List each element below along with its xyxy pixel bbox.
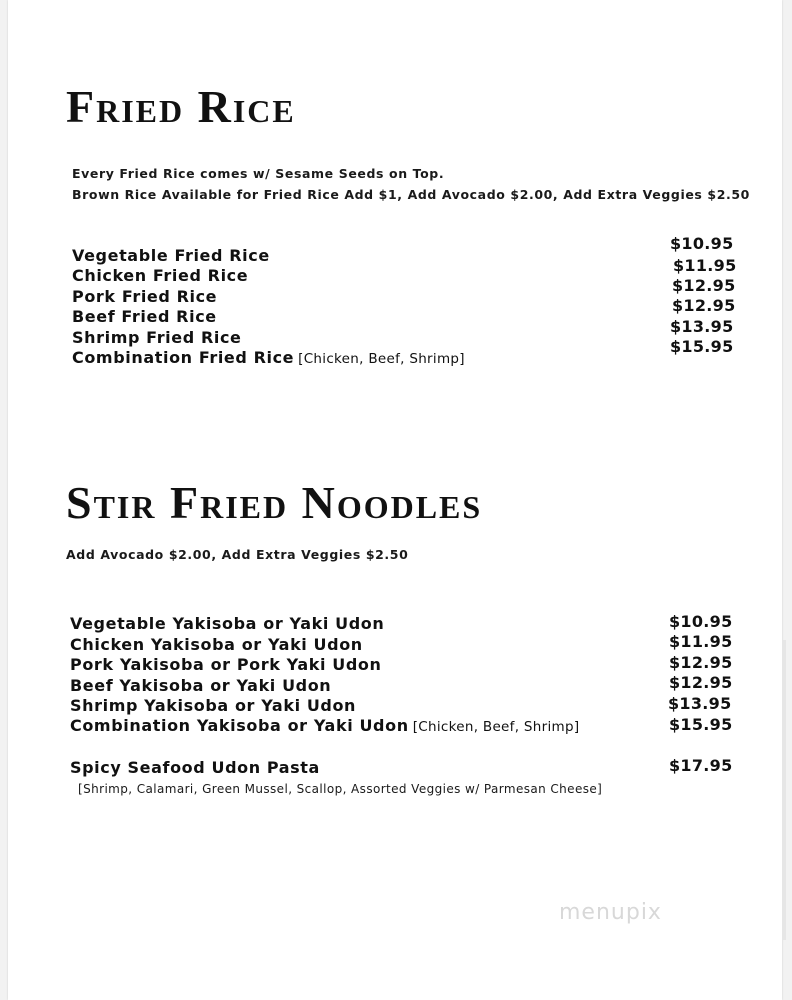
- item-name-text: Combination Fried Rice: [72, 348, 295, 367]
- item-name: Beef Fried Rice: [72, 307, 217, 326]
- menu-item: [8, 716, 782, 736]
- item-price: $11.95: [673, 256, 737, 275]
- fried-rice-note: Every Fried Rice comes w/ Sesame Seeds on Top.: [72, 166, 445, 181]
- menu-item: [8, 234, 782, 265]
- item-name: [70, 716, 579, 735]
- item-price: $13.95: [668, 694, 732, 713]
- item-price: $10.95: [670, 234, 734, 253]
- menu-item: [8, 276, 782, 306]
- menu-item: [8, 632, 782, 655]
- fried-rice-note: Brown Rice Available for Fried Rice Add $1, Add Avocado $2.00, Add Extra Veggies $2.50: [72, 187, 750, 202]
- item-name: Chicken Fried Rice: [72, 266, 249, 285]
- watermark-logo: menupix: [559, 900, 662, 925]
- menu-item-special: [8, 758, 782, 778]
- item-description: [Chicken, Beef, Shrimp]: [412, 719, 580, 735]
- item-description: [Shrimp, Calamari, Green Mussel, Scallop, Assorted Veggies w/ Parmesan Cheese]: [78, 782, 603, 796]
- noodles-note: Add Avocado $2.00, Add Extra Veggies $2.50: [66, 547, 409, 562]
- menu-page: [8, 0, 782, 1000]
- menu-item: [8, 673, 782, 696]
- item-name-text: Combination Yakisoba or Yaki Udon: [70, 716, 409, 735]
- item-name: Shrimp Fried Rice: [72, 328, 242, 347]
- menu-item: [8, 614, 782, 634]
- item-name: Beef Yakisoba or Yaki Udon: [70, 676, 332, 695]
- item-price: $12.95: [669, 653, 733, 672]
- item-price: $17.95: [669, 756, 733, 775]
- item-name: Spicy Seafood Udon Pasta: [70, 758, 320, 777]
- menu-item: [8, 655, 782, 675]
- item-name: Shrimp Yakisoba or Yaki Udon: [70, 696, 357, 715]
- item-price: $12.95: [669, 673, 733, 692]
- item-name: Vegetable Fried Rice: [72, 246, 270, 265]
- item-price: $13.95: [670, 317, 734, 336]
- item-price: $12.95: [672, 296, 736, 315]
- item-name: Pork Fried Rice: [72, 287, 218, 306]
- menu-item: [8, 256, 782, 285]
- item-name: Vegetable Yakisoba or Yaki Udon: [70, 614, 385, 633]
- item-price: $11.95: [669, 632, 733, 651]
- menu-item: [8, 696, 782, 716]
- item-price: $10.95: [669, 612, 733, 631]
- item-name: [72, 348, 465, 367]
- page-edge-shadow: [783, 640, 786, 940]
- item-price: $12.95: [672, 276, 736, 295]
- stir-fried-noodles-heading: Stir Fried Noodles: [66, 477, 483, 528]
- fried-rice-heading: Fried Rice: [66, 81, 296, 132]
- item-name: Pork Yakisoba or Pork Yaki Udon: [70, 655, 382, 674]
- item-price: $15.95: [670, 337, 734, 356]
- item-name: Chicken Yakisoba or Yaki Udon: [70, 635, 363, 654]
- item-price: $15.95: [669, 715, 733, 734]
- item-description: [Chicken, Beef, Shrimp]: [298, 351, 465, 367]
